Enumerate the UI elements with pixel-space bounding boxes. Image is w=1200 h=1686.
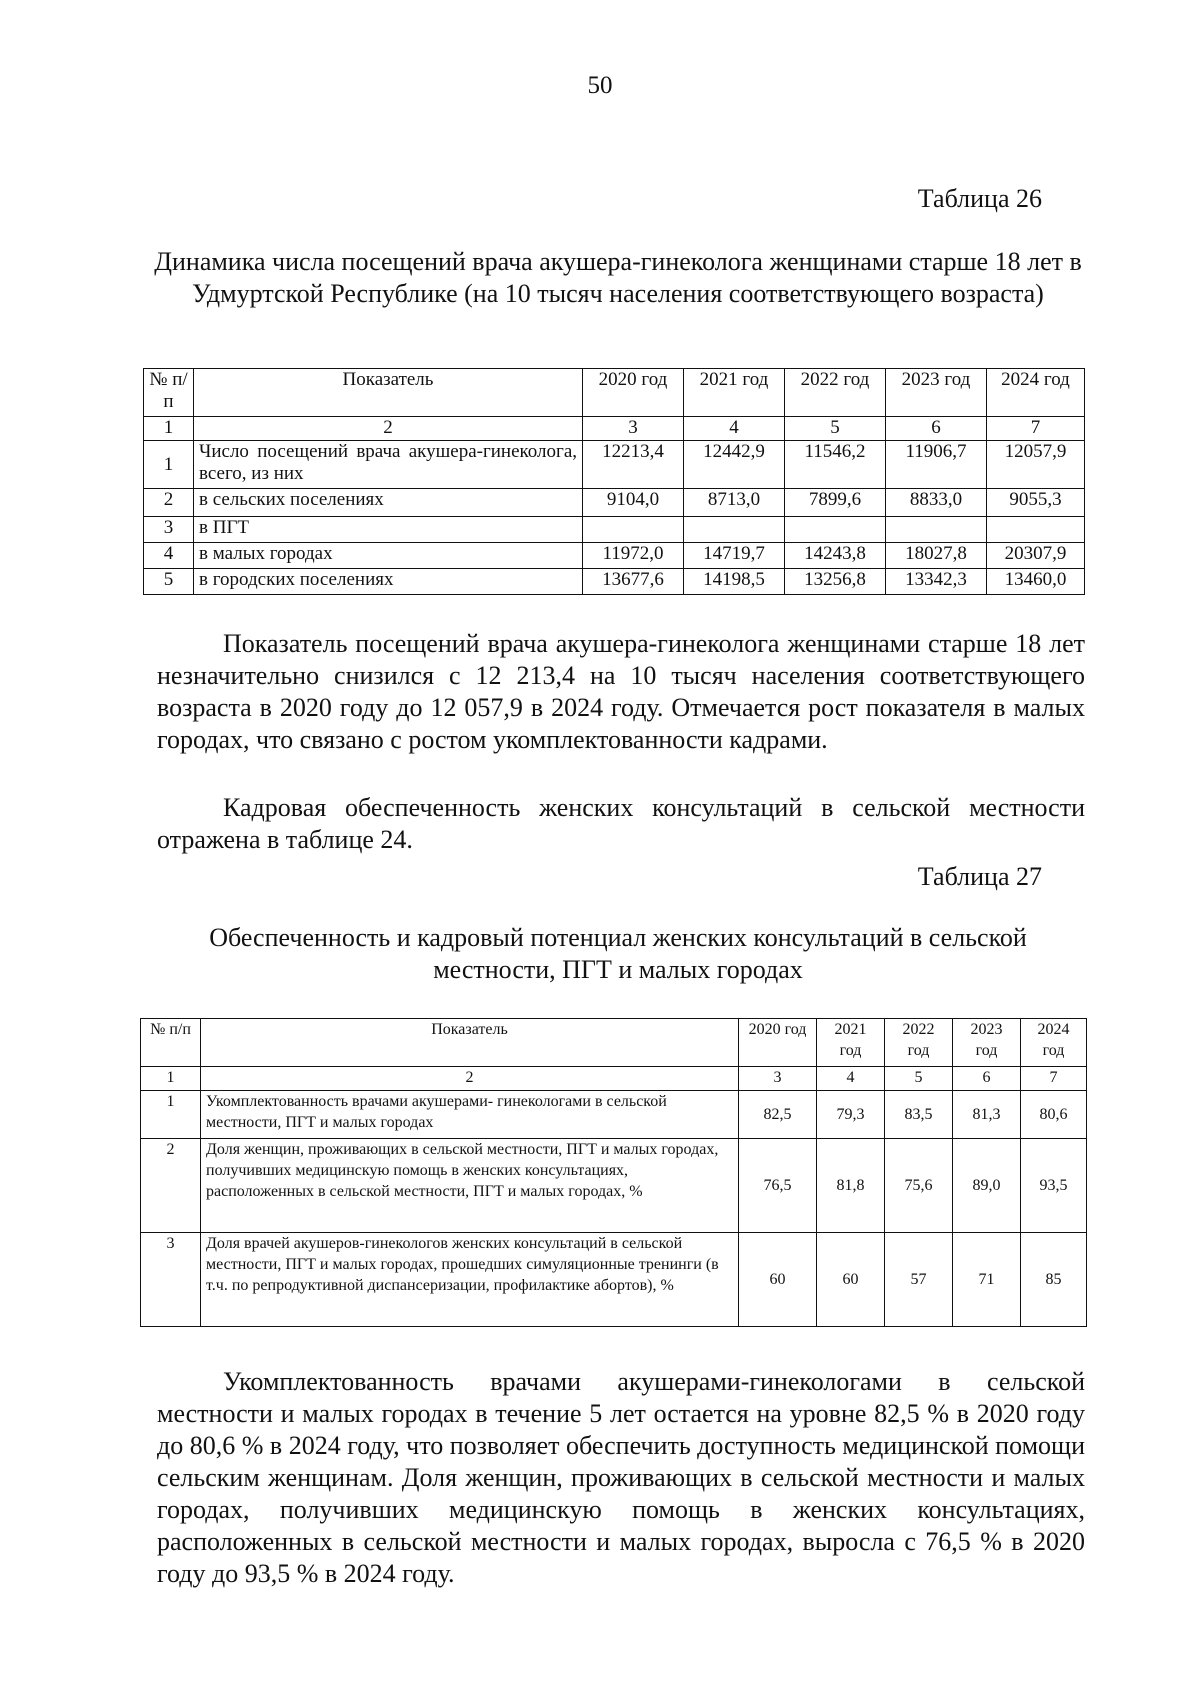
column-number-row — [144, 417, 1085, 441]
value-cell — [785, 517, 886, 543]
column-number-cell: 1 — [141, 1067, 201, 1091]
paragraph-2: Кадровая обеспеченность женских консультаций в сельской местности отражена в таблице 24. — [157, 793, 1085, 854]
table-row — [141, 1091, 1087, 1139]
value-cell — [886, 517, 987, 543]
table-27-caption: Таблица 27 — [917, 862, 1042, 891]
value-cell: 13677,6 — [583, 569, 684, 595]
value-cell: 8833,0 — [886, 489, 987, 517]
row-label-cell: Укомплектованность врачами акушерами- гинекологами в сельской местности, ПГТ и малых городах — [201, 1091, 739, 1139]
column-number-cell: 2 — [201, 1067, 739, 1091]
table-header-row — [144, 369, 1085, 417]
value-cell: 9055,3 — [987, 489, 1085, 517]
table-row — [141, 1139, 1087, 1233]
table-row — [144, 543, 1085, 569]
header-cell: 2023 год — [886, 369, 987, 417]
header-cell: № п/п — [144, 369, 194, 417]
column-number-cell: 6 — [886, 417, 987, 441]
header-cell: 2020 год — [583, 369, 684, 417]
column-number-cell: 3 — [739, 1067, 817, 1091]
row-number-cell: 2 — [141, 1139, 201, 1233]
value-cell: 8713,0 — [684, 489, 785, 517]
value-cell: 60 — [739, 1233, 817, 1327]
column-number-cell: 5 — [785, 417, 886, 441]
row-label-cell: Доля врачей акушеров-гинекологов женских консультаций в сельской местности, ПГТ и малых городах, прошедших симуляционные тренинги (в т.ч. по репродуктивной диспансеризации, профилактике абортов), % — [201, 1233, 739, 1327]
row-label-cell: Доля женщин, проживающих в сельской местности, ПГТ и малых городах, получивших медицинскую помощь в женских консультациях, расположенных в сельской местности, ПГТ и малых городах, % — [201, 1139, 739, 1233]
column-number-cell: 4 — [684, 417, 785, 441]
value-cell: 71 — [953, 1233, 1021, 1327]
header-cell: 2020 год — [739, 1019, 817, 1067]
table-26-title: Динамика числа посещений врача акушера-гинеколога женщинами старше 18 лет в Удмуртской Республике (на 10 тысяч населения соответствующего возраста) — [154, 247, 1082, 308]
row-number-cell: 1 — [144, 441, 194, 489]
table-row — [144, 489, 1085, 517]
value-cell — [684, 517, 785, 543]
row-label-cell: в городских поселениях — [194, 569, 583, 595]
value-cell: 85 — [1021, 1233, 1087, 1327]
row-number-cell: 1 — [141, 1091, 201, 1139]
row-number-cell: 3 — [144, 517, 194, 543]
table-27-title: Обеспеченность и кадровый потенциал женских консультаций в сельской местности, ПГТ и малых городах — [209, 923, 1027, 984]
table-27 — [140, 1018, 1087, 1327]
column-number-cell: 5 — [885, 1067, 953, 1091]
paragraph-1: Показатель посещений врача акушера-гинеколога женщинами старше 18 лет незначительно снизился с 12 213,4 на 10 тысяч населения соответствующего возраста в 2020 году до 12 057,9 в 2024 году. Отмечается рост показателя в малых городах, что связано с ростом укомплектованности кадрами. — [157, 629, 1085, 754]
value-cell: 11546,2 — [785, 441, 886, 489]
page-number: 50 — [587, 72, 613, 99]
value-cell: 83,5 — [885, 1091, 953, 1139]
value-cell: 93,5 — [1021, 1139, 1087, 1233]
value-cell: 89,0 — [953, 1139, 1021, 1233]
value-cell: 18027,8 — [886, 543, 987, 569]
header-cell: 2023 год — [953, 1019, 1021, 1067]
column-number-row — [141, 1067, 1087, 1091]
table-header-row — [141, 1019, 1087, 1067]
value-cell: 20307,9 — [987, 543, 1085, 569]
value-cell — [583, 517, 684, 543]
value-cell: 75,6 — [885, 1139, 953, 1233]
value-cell: 79,3 — [817, 1091, 885, 1139]
table-row — [144, 569, 1085, 595]
value-cell: 13256,8 — [785, 569, 886, 595]
column-number-cell: 7 — [1021, 1067, 1087, 1091]
row-number-cell: 5 — [144, 569, 194, 595]
header-cell: 2024 год — [987, 369, 1085, 417]
value-cell: 57 — [885, 1233, 953, 1327]
value-cell: 14719,7 — [684, 543, 785, 569]
value-cell: 12057,9 — [987, 441, 1085, 489]
row-number-cell: 2 — [144, 489, 194, 517]
header-cell: 2021 год — [684, 369, 785, 417]
header-cell: 2022 год — [785, 369, 886, 417]
header-cell: № п/п — [141, 1019, 201, 1067]
table-26 — [143, 368, 1085, 595]
value-cell: 76,5 — [739, 1139, 817, 1233]
value-cell: 82,5 — [739, 1091, 817, 1139]
table-row — [141, 1233, 1087, 1327]
value-cell: 81,8 — [817, 1139, 885, 1233]
table-row — [144, 441, 1085, 489]
table-26-caption: Таблица 26 — [917, 184, 1042, 213]
value-cell: 7899,6 — [785, 489, 886, 517]
row-number-cell: 4 — [144, 543, 194, 569]
header-cell: Показатель — [201, 1019, 739, 1067]
value-cell: 14243,8 — [785, 543, 886, 569]
value-cell: 12213,4 — [583, 441, 684, 489]
header-cell: Показатель — [194, 369, 583, 417]
value-cell: 60 — [817, 1233, 885, 1327]
column-number-cell: 4 — [817, 1067, 885, 1091]
value-cell: 12442,9 — [684, 441, 785, 489]
value-cell: 14198,5 — [684, 569, 785, 595]
column-number-cell: 2 — [194, 417, 583, 441]
row-number-cell: 3 — [141, 1233, 201, 1327]
value-cell: 11972,0 — [583, 543, 684, 569]
value-cell: 81,3 — [953, 1091, 1021, 1139]
header-cell: 2021 год — [817, 1019, 885, 1067]
header-cell: 2024 год — [1021, 1019, 1087, 1067]
paragraph-3: Укомплектованность врачами акушерами-гинекологами в сельской местности и малых городах в течение 5 лет остается на уровне 82,5 % в 2020 году до 80,6 % в 2024 году, что позволяет обеспечить доступность медицинской помощи сельским женщинам. Доля женщин, проживающих в сельской местности и малых городах, получивших медицинскую помощь в женских консультациях, расположенных в сельской местности и малых городах, выросла с 76,5 % в 2020 году до 93,5 % в 2024 году. — [157, 1367, 1085, 1588]
value-cell: 13460,0 — [987, 569, 1085, 595]
row-label-cell: в ПГТ — [194, 517, 583, 543]
row-label-cell: в малых городах — [194, 543, 583, 569]
value-cell: 11906,7 — [886, 441, 987, 489]
row-label-cell: в сельских поселениях — [194, 489, 583, 517]
column-number-cell: 1 — [144, 417, 194, 441]
value-cell: 13342,3 — [886, 569, 987, 595]
header-cell: 2022 год — [885, 1019, 953, 1067]
row-label-cell: Число посещений врача акушера-гинеколога, всего, из них — [194, 441, 583, 489]
value-cell — [987, 517, 1085, 543]
table-row — [144, 517, 1085, 543]
column-number-cell: 6 — [953, 1067, 1021, 1091]
value-cell: 9104,0 — [583, 489, 684, 517]
value-cell: 80,6 — [1021, 1091, 1087, 1139]
column-number-cell: 7 — [987, 417, 1085, 441]
column-number-cell: 3 — [583, 417, 684, 441]
